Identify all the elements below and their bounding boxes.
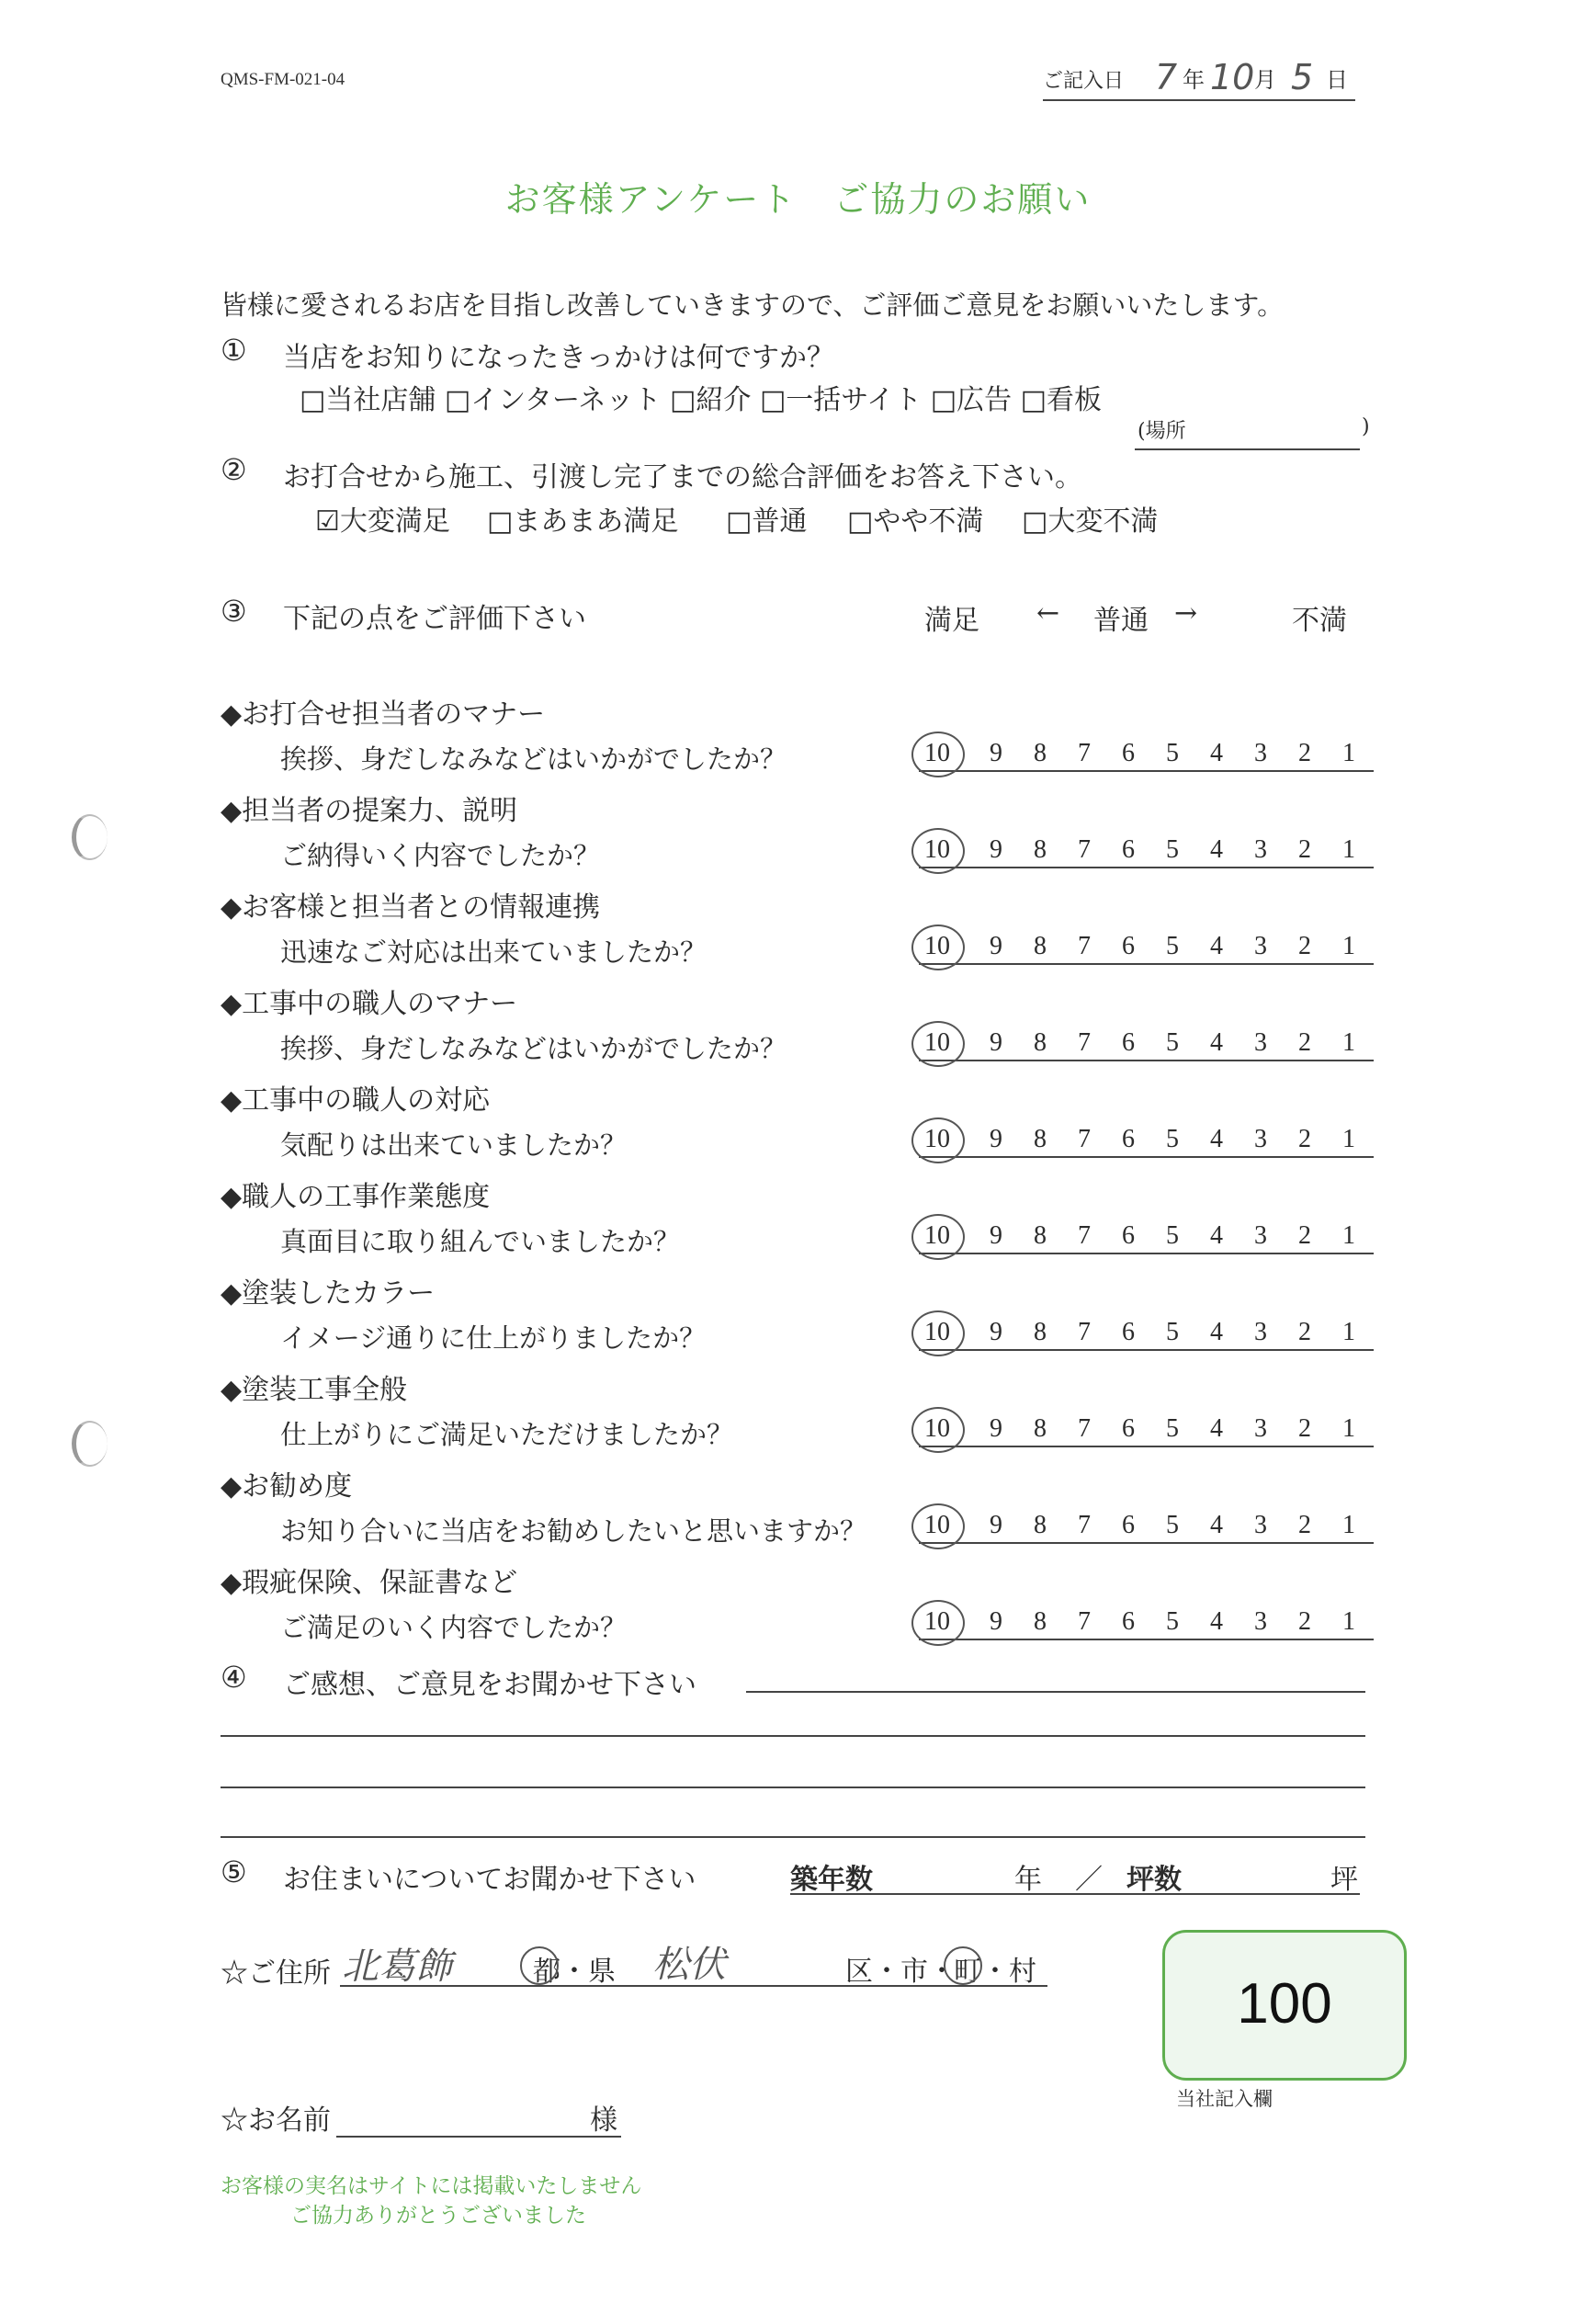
rating-option-5[interactable]: 5 (1166, 932, 1179, 960)
floor-area-label: 坪数 (1126, 1864, 1182, 1896)
rating-option-5[interactable]: 5 (1166, 1318, 1179, 1346)
privacy-note: お客様の実名はサイトには掲載いたしません (221, 2174, 642, 2198)
q1-number: ① (221, 333, 247, 368)
selected-rating-circle (911, 828, 965, 874)
rating-option-5[interactable]: 5 (1166, 1414, 1179, 1443)
rating-option-5[interactable]: 5 (1166, 835, 1179, 864)
field-separator: ／ (1075, 1864, 1103, 1896)
rating-option-9[interactable]: 9 (990, 1511, 1002, 1539)
rating-option-8[interactable]: 8 (1034, 1607, 1047, 1636)
name-field[interactable] (336, 2097, 621, 2138)
rating-option-1[interactable]: 1 (1342, 739, 1355, 767)
address-unit-to: 都 (533, 1956, 560, 1988)
rating-option-2[interactable]: 2 (1298, 1318, 1311, 1346)
office-score-value: 100 (1237, 1972, 1332, 2036)
rating-option-8[interactable]: 8 (1034, 1511, 1047, 1539)
rating-option-3[interactable]: 3 (1254, 739, 1267, 767)
rating-option-3[interactable]: 3 (1254, 1221, 1267, 1250)
address-city-handwritten: 松伏 (652, 1944, 726, 1986)
rating-option-6[interactable]: 6 (1122, 835, 1135, 864)
address-field[interactable] (340, 1937, 1047, 1987)
rating-option-5[interactable]: 5 (1166, 1607, 1179, 1636)
q2-option-somewhat-satisfied[interactable]: □まあまあ満足 (487, 505, 679, 538)
rating-option-1[interactable]: 1 (1342, 1028, 1355, 1057)
rating-option-10[interactable]: 10 (924, 932, 950, 960)
office-use-label: 当社記入欄 (1176, 2088, 1273, 2110)
rating-question: ご満足のいく内容でしたか？ (280, 1612, 628, 1643)
rating-option-6[interactable]: 6 (1122, 1125, 1135, 1153)
rating-option-1[interactable]: 1 (1342, 932, 1355, 960)
rating-option-4[interactable]: 4 (1210, 1221, 1223, 1250)
selected-rating-circle (911, 1503, 965, 1549)
rating-option-3[interactable]: 3 (1254, 1318, 1267, 1346)
rating-item (0, 1077, 1596, 1174)
q1-place-field (1135, 425, 1360, 450)
rating-scale[interactable] (919, 1511, 1374, 1544)
rating-question: イメージ通りに仕上がりましたか？ (280, 1322, 707, 1354)
rating-option-9[interactable]: 9 (990, 1028, 1002, 1057)
rating-option-9[interactable]: 9 (990, 1221, 1002, 1250)
rating-option-4[interactable]: 4 (1210, 1414, 1223, 1443)
rating-category: ◆瑕疵保険、保証書など (221, 1567, 518, 1599)
selected-rating-circle (911, 732, 965, 777)
date-month-handwritten: 10 (1210, 57, 1255, 97)
rating-option-6[interactable]: 6 (1122, 1221, 1135, 1250)
scale-label-satisfied: 満足 (924, 605, 979, 637)
selected-rating-circle (911, 1600, 965, 1646)
rating-option-2[interactable]: 2 (1298, 1221, 1311, 1250)
rating-scale[interactable] (919, 932, 1374, 965)
rating-option-7[interactable]: 7 (1078, 1414, 1091, 1443)
comment-line[interactable] (221, 1836, 1365, 1838)
rating-option-2[interactable]: 2 (1298, 1511, 1311, 1539)
rating-scale[interactable] (919, 835, 1374, 868)
rating-option-10[interactable]: 10 (924, 835, 950, 864)
rating-question: 仕上がりにご満足いただけましたか？ (280, 1419, 734, 1450)
q4-number: ④ (221, 1660, 247, 1695)
rating-question: ご納得いく内容でしたか？ (280, 840, 601, 871)
rating-scale[interactable] (919, 739, 1374, 772)
rating-option-3[interactable]: 3 (1254, 1125, 1267, 1153)
rating-question: 挨拶、身だしなみなどはいかがでしたか？ (280, 743, 787, 775)
date-year-handwritten: 7 (1155, 57, 1178, 97)
comment-line[interactable] (746, 1691, 1365, 1693)
rating-option-3[interactable]: 3 (1254, 835, 1267, 864)
rating-option-4[interactable]: 4 (1210, 932, 1223, 960)
q1-place-close: ) (1362, 415, 1370, 438)
address-prefecture-handwritten: 北葛飾 (342, 1945, 452, 1988)
rating-option-2[interactable]: 2 (1298, 739, 1311, 767)
residence-fields (790, 1856, 1360, 1895)
rating-scale[interactable] (919, 1125, 1374, 1158)
date-label: ご記入日 (1043, 70, 1125, 93)
thanks-note: ご協力ありがとうございました (290, 2204, 586, 2228)
rating-option-9[interactable]: 9 (990, 932, 1002, 960)
rating-item (0, 788, 1596, 884)
rating-option-10[interactable]: 10 (924, 739, 950, 767)
q1-options: □当社店舗 □インターネット □紹介 □一括サイト □広告 □看板 (300, 384, 1102, 416)
rating-item (0, 1367, 1596, 1463)
comment-line[interactable] (221, 1735, 1365, 1737)
date-year-unit: 年 (1183, 67, 1205, 93)
rating-option-8[interactable]: 8 (1034, 835, 1047, 864)
rating-item (0, 1463, 1596, 1560)
rating-option-8[interactable]: 8 (1034, 1318, 1047, 1346)
intro-text: 皆様に愛されるお店を目指し改善していきますので、ご評価ご意見をお願いいたします。 (221, 289, 1285, 321)
address-circle-mark (944, 1946, 982, 1985)
rating-option-6[interactable]: 6 (1122, 932, 1135, 960)
rating-scale[interactable] (919, 1607, 1374, 1640)
rating-category: ◆お客様と担当者との情報連携 (221, 891, 601, 924)
rating-option-2[interactable]: 2 (1298, 1028, 1311, 1057)
rating-question: 挨拶、身だしなみなどはいかがでしたか？ (280, 1033, 787, 1064)
rating-option-8[interactable]: 8 (1034, 739, 1047, 767)
rating-scale[interactable] (919, 1414, 1374, 1447)
rating-option-10[interactable]: 10 (924, 1318, 950, 1346)
rating-category: ◆担当者の提案力、説明 (221, 795, 518, 827)
rating-option-6[interactable]: 6 (1122, 1318, 1135, 1346)
floor-area-unit: 坪 (1330, 1864, 1358, 1896)
rating-option-3[interactable]: 3 (1254, 1414, 1267, 1443)
q3-number: ③ (221, 594, 247, 629)
rating-option-1[interactable]: 1 (1342, 1511, 1355, 1539)
rating-option-1[interactable]: 1 (1342, 1318, 1355, 1346)
rating-category: ◆塗装したカラー (221, 1277, 436, 1310)
selected-rating-circle (911, 1407, 965, 1453)
rating-option-3[interactable]: 3 (1254, 1511, 1267, 1539)
rating-option-1[interactable]: 1 (1342, 1125, 1355, 1153)
rating-option-3[interactable]: 3 (1254, 932, 1267, 960)
rating-option-9[interactable]: 9 (990, 1414, 1002, 1443)
building-age-label: 築年数 (790, 1864, 873, 1896)
q5-question: お住まいについてお聞かせ下さい (283, 1864, 696, 1896)
address-unit-ken: ・県 (560, 1956, 616, 1988)
rating-option-9[interactable]: 9 (990, 1607, 1002, 1636)
date-day-handwritten: 5 (1291, 57, 1314, 97)
selected-rating-circle (911, 1214, 965, 1260)
rating-scale[interactable] (919, 1221, 1374, 1254)
rating-option-5[interactable]: 5 (1166, 1221, 1179, 1250)
rating-option-4[interactable]: 4 (1210, 739, 1223, 767)
form-code: QMS-FM-021-04 (221, 70, 345, 89)
address-unit-machi: 町 (954, 1956, 981, 1988)
rating-option-4[interactable]: 4 (1210, 1607, 1223, 1636)
comment-line[interactable] (221, 1787, 1365, 1788)
rating-option-5[interactable]: 5 (1166, 1125, 1179, 1153)
rating-option-9[interactable]: 9 (990, 739, 1002, 767)
rating-option-2[interactable]: 2 (1298, 932, 1311, 960)
rating-category: ◆工事中の職人のマナー (221, 988, 518, 1020)
address-unit-ku-shi: 区・市・ (845, 1956, 956, 1988)
rating-option-7[interactable]: 7 (1078, 1511, 1091, 1539)
rating-option-7[interactable]: 7 (1078, 1028, 1091, 1057)
rating-option-4[interactable]: 4 (1210, 835, 1223, 864)
name-label: ☆お名前 (221, 2104, 331, 2137)
scale-label-neutral: 普通 (1093, 605, 1149, 637)
rating-option-8[interactable]: 8 (1034, 932, 1047, 960)
q2-question: お打合せから施工、引渡し完了までの総合評価をお答え下さい。 (283, 461, 1082, 493)
address-label: ☆ご住所 (221, 1957, 331, 1990)
rating-option-10[interactable]: 10 (924, 1511, 950, 1539)
rating-option-1[interactable]: 1 (1342, 1414, 1355, 1443)
rating-option-7[interactable]: 7 (1078, 1221, 1091, 1250)
rating-option-3[interactable]: 3 (1254, 1607, 1267, 1636)
rating-item (0, 1174, 1596, 1270)
address-unit-mura: ・村 (981, 1956, 1036, 1988)
rating-option-4[interactable]: 4 (1210, 1125, 1223, 1153)
selected-rating-circle (911, 1021, 965, 1067)
q4-question: ご感想、ご意見をお聞かせ下さい (283, 1669, 696, 1701)
q2-number: ② (221, 452, 247, 487)
rating-option-10[interactable]: 10 (924, 1414, 950, 1443)
scale-arrow-right: → (1174, 597, 1198, 630)
address-circle-mark (520, 1946, 559, 1985)
rating-option-10[interactable]: 10 (924, 1125, 950, 1153)
rating-option-2[interactable]: 2 (1298, 1607, 1311, 1636)
rating-option-4[interactable]: 4 (1210, 1511, 1223, 1539)
rating-question: 迅速なご対応は出来ていましたか？ (280, 936, 707, 968)
rating-option-10[interactable]: 10 (924, 1607, 950, 1636)
rating-category: ◆お勧め度 (221, 1470, 353, 1503)
rating-option-2[interactable]: 2 (1298, 1414, 1311, 1443)
rating-option-7[interactable]: 7 (1078, 1125, 1091, 1153)
date-day-unit: 日 (1326, 67, 1348, 93)
q2-option-somewhat-dissatisfied[interactable]: □やや不満 (847, 505, 984, 538)
rating-option-8[interactable]: 8 (1034, 1221, 1047, 1250)
selected-rating-circle (911, 1310, 965, 1356)
rating-option-7[interactable]: 7 (1078, 835, 1091, 864)
rating-item (0, 1560, 1596, 1656)
scale-label-dissatisfied: 不満 (1292, 605, 1347, 637)
q5-number: ⑤ (221, 1855, 247, 1889)
rating-option-6[interactable]: 6 (1122, 1511, 1135, 1539)
rating-item (0, 981, 1596, 1077)
rating-option-2[interactable]: 2 (1298, 835, 1311, 864)
rating-scale[interactable] (919, 1028, 1374, 1061)
rating-option-1[interactable]: 1 (1342, 1221, 1355, 1250)
rating-question: 真面目に取り組んでいましたか？ (280, 1226, 681, 1257)
rating-category: ◆職人の工事作業態度 (221, 1181, 491, 1213)
rating-option-6[interactable]: 6 (1122, 739, 1135, 767)
rating-category: ◆工事中の職人の対応 (221, 1084, 491, 1117)
rating-option-7[interactable]: 7 (1078, 1318, 1091, 1346)
rating-option-6[interactable]: 6 (1122, 1028, 1135, 1057)
rating-option-7[interactable]: 7 (1078, 739, 1091, 767)
date-month-unit: 月 (1254, 67, 1276, 93)
q2-option-very-dissatisfied[interactable]: □大変不満 (1022, 505, 1159, 538)
rating-option-9[interactable]: 9 (990, 1125, 1002, 1153)
rating-option-6[interactable]: 6 (1122, 1607, 1135, 1636)
q2-option-neutral[interactable]: □普通 (726, 505, 808, 538)
office-score-box (1162, 1930, 1407, 2081)
rating-option-8[interactable]: 8 (1034, 1028, 1047, 1057)
rating-question: お知り合いに当店をお勧めしたいと思いますか？ (280, 1515, 867, 1547)
rating-option-5[interactable]: 5 (1166, 739, 1179, 767)
selected-rating-circle (911, 1117, 965, 1163)
name-suffix: 様 (590, 2104, 617, 2137)
rating-option-9[interactable]: 9 (990, 835, 1002, 864)
rating-option-8[interactable]: 8 (1034, 1125, 1047, 1153)
rating-option-5[interactable]: 5 (1166, 1511, 1179, 1539)
page-title: お客様アンケート ご協力のお願い (504, 179, 1092, 220)
q1-place-label: (場所 (1138, 420, 1186, 443)
rating-option-1[interactable]: 1 (1342, 835, 1355, 864)
rating-option-10[interactable]: 10 (924, 1028, 950, 1057)
rating-category: ◆塗装工事全般 (221, 1374, 408, 1406)
rating-question: 気配りは出来ていましたか？ (280, 1129, 628, 1161)
q1-question: 当店をお知りになったきっかけは何ですか？ (283, 342, 834, 374)
rating-category: ◆お打合せ担当者のマナー (221, 698, 546, 731)
building-age-unit: 年 (1014, 1864, 1042, 1896)
rating-option-10[interactable]: 10 (924, 1221, 950, 1250)
q2-option-very-satisfied[interactable]: ☑大変満足 (315, 505, 450, 538)
rating-option-4[interactable]: 4 (1210, 1028, 1223, 1057)
rating-option-7[interactable]: 7 (1078, 932, 1091, 960)
rating-option-3[interactable]: 3 (1254, 1028, 1267, 1057)
rating-option-5[interactable]: 5 (1166, 1028, 1179, 1057)
rating-option-7[interactable]: 7 (1078, 1607, 1091, 1636)
rating-option-1[interactable]: 1 (1342, 1607, 1355, 1636)
rating-item (0, 1270, 1596, 1367)
rating-option-8[interactable]: 8 (1034, 1414, 1047, 1443)
rating-item (0, 884, 1596, 981)
rating-option-9[interactable]: 9 (990, 1318, 1002, 1346)
scale-arrow-left: ← (1036, 597, 1060, 630)
rating-option-6[interactable]: 6 (1122, 1414, 1135, 1443)
rating-item (0, 691, 1596, 788)
entry-date (1043, 55, 1355, 101)
selected-rating-circle (911, 924, 965, 970)
rating-scale[interactable] (919, 1318, 1374, 1351)
q3-question: 下記の点をご評価下さい (283, 603, 586, 635)
rating-option-4[interactable]: 4 (1210, 1318, 1223, 1346)
rating-option-2[interactable]: 2 (1298, 1125, 1311, 1153)
